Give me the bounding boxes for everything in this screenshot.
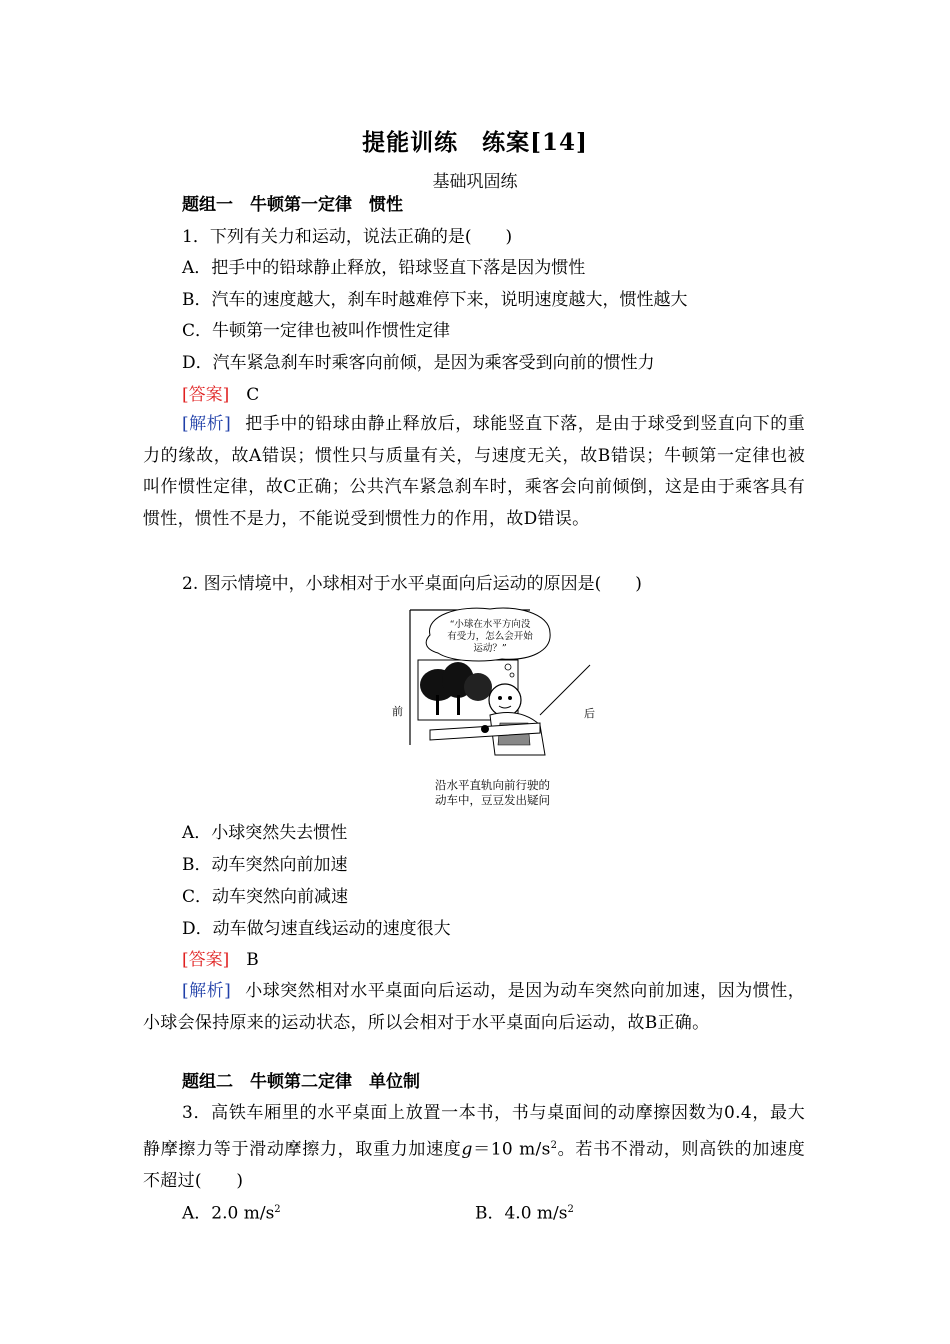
group-2-heading: 题组二 牛顿第二定律 单位制	[182, 1072, 420, 1092]
page-title: 提能训练 练案[14]	[362, 129, 588, 156]
q3-stem-part-3: 。若书不滑动，则高铁的加速度不超过( )	[143, 1139, 806, 1191]
figure-caption	[390, 778, 595, 808]
q1-analysis-tag: [解析]	[182, 414, 232, 434]
q3-stem	[143, 1098, 805, 1197]
q2-option-c: C．动车突然向前减速	[182, 887, 349, 907]
q3-option-a	[182, 1199, 281, 1225]
bubble-line-1: “小球在水平方向没	[449, 619, 531, 630]
q1-option-a: A．把手中的铅球静止释放，铅球竖直下落是因为惯性	[182, 258, 586, 278]
q3-option-b-exponent: 2	[567, 1204, 574, 1215]
q2-stem: 2. 图示情境中，小球相对于水平桌面向后运动的原因是( )	[182, 574, 642, 594]
q2-option-d: D．动车做匀速直线运动的速度很大	[182, 919, 451, 939]
q2-answer-value: B	[246, 950, 259, 970]
q3-option-b-text: B．4.0 m/s	[475, 1203, 568, 1224]
q3-option-a-text: A．2.0 m/s	[182, 1203, 275, 1224]
q2-analysis-text: 小球突然相对水平桌面向后运动，是因为动车突然向前加速，因为惯性，小球会保持原来的运动状态，所以会相对于水平桌面向后运动，故B正确。	[143, 981, 805, 1033]
q1-option-c: C．牛顿第一定律也被叫作惯性定律	[182, 321, 451, 341]
q3-g-symbol: g	[461, 1139, 473, 1160]
q3-option-b	[475, 1199, 574, 1225]
q1-option-b: B．汽车的速度越大，刹车时越难停下来，说明速度越大，惯性越大	[182, 290, 688, 310]
section-subtitle: 基础巩固练	[432, 172, 518, 192]
caption-line-2: 动车中，豆豆发出疑问	[435, 793, 550, 807]
q1-answer-tag: [答案]	[182, 385, 230, 405]
q2-option-b: B．动车突然向前加速	[182, 855, 348, 875]
q1-stem: 1．下列有关力和运动，说法正确的是( )	[182, 227, 513, 247]
q2-analysis-tag: [解析]	[182, 981, 232, 1001]
q2-answer	[182, 949, 259, 971]
bubble-line-3: 运动？”	[473, 643, 507, 654]
q3-option-a-exponent: 2	[274, 1204, 281, 1215]
q1-analysis-text: 把手中的铅球由静止释放后，球能竖直下落，是由于球受到竖直向下的重力的缘故，故A错误；惯性只与质量有关，与速度无关，故B错误；牛顿第一定律也被叫作惯性定律，故C正确；公共汽车紧急刹车时，乘客会向前倾倒，这是由于乘客具有惯性，惯性不是力，不能说受到惯性力的作用，故D错误。	[143, 414, 805, 529]
q3-stem-part-1: 3．高铁车厢里的水平桌面上放置一本书，书与桌面间的动摩擦因数为0.4，最大静摩擦力等于滑动摩擦力，取重力加速度	[143, 1103, 805, 1160]
q2-analysis	[143, 976, 805, 1039]
q2-figure	[390, 605, 595, 817]
q2-answer-tag: [答案]	[182, 950, 230, 970]
group-1-heading: 题组一 牛顿第一定律 惯性	[182, 195, 403, 215]
q1-answer-value: C	[246, 385, 260, 405]
q1-option-d: D．汽车紧急刹车时乘客向前倾，是因为乘客受到向前的惯性力	[182, 353, 655, 373]
bubble-line-2: 有受力，怎么会开始	[447, 631, 533, 642]
label-front: 前	[392, 705, 403, 718]
q2-option-a: A．小球突然失去惯性	[182, 823, 348, 843]
q1-answer	[182, 384, 259, 406]
q3-stem-exponent: 2	[550, 1139, 558, 1151]
q3-stem-part-2: ＝10 m/s	[472, 1139, 551, 1160]
caption-line-1: 沿水平直轨向前行驶的	[435, 778, 550, 792]
label-back: 后	[584, 707, 595, 720]
q1-analysis	[143, 409, 805, 535]
thought-bubble-text	[430, 619, 550, 655]
